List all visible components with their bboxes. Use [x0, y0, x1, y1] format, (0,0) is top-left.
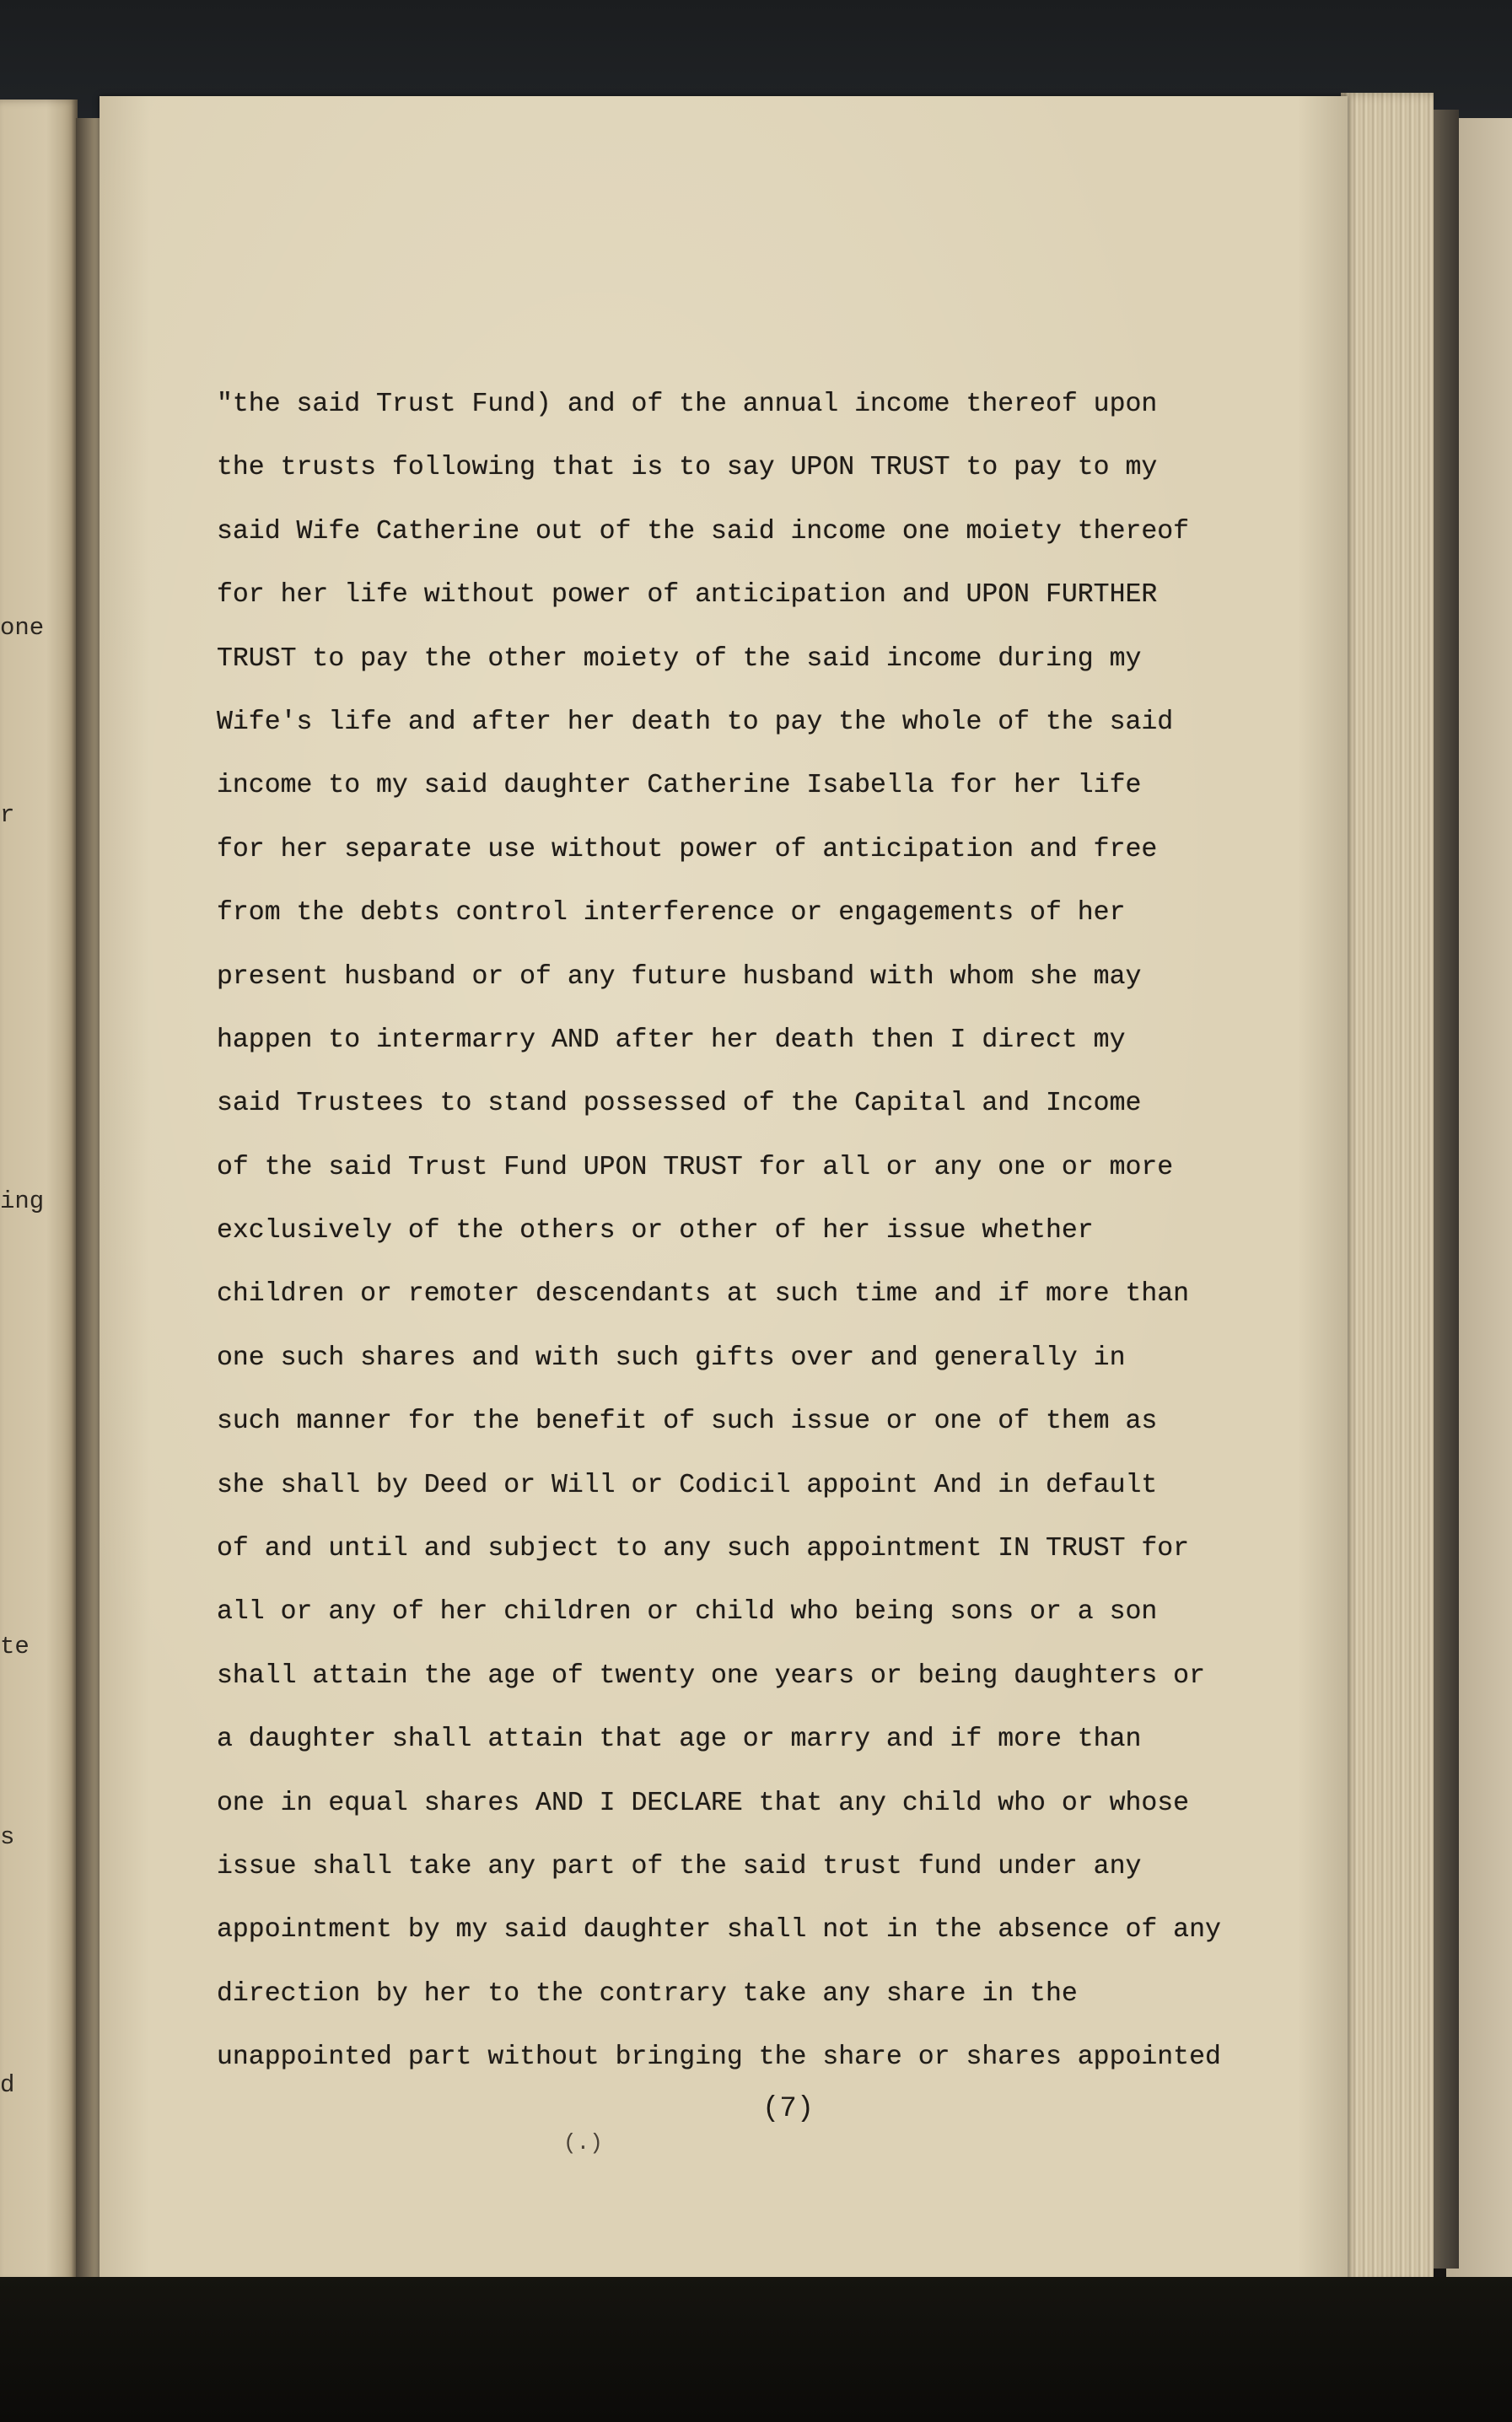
- text-line: direction by her to the contrary take any share in the: [217, 1978, 1078, 2009]
- left-page-edge: [0, 100, 78, 2284]
- left-page-fragment: ing: [0, 1187, 45, 1215]
- text-line: exclusively of the others or other of her issue whether: [217, 1216, 1094, 1246]
- text-line: the trusts following that is to say UPON TRUST to pay to my: [217, 453, 1158, 483]
- page-fore-edge: [1341, 93, 1434, 2285]
- text-line: children or remoter descendants at such time and if more than: [217, 1279, 1190, 1310]
- text-line: Wife's life and after her death to pay the whole of the said: [217, 707, 1174, 737]
- text-line: "the said Trust Fund) and of the annual income thereof upon: [217, 390, 1158, 419]
- text-line: happen to intermarry AND after her death then I direct my: [217, 1025, 1126, 1055]
- text-line: of the said Trust Fund UPON TRUST for all or any one or more: [217, 1152, 1174, 1182]
- text-line: appointment by my said daughter shall not in the absence of any: [217, 1915, 1221, 1946]
- left-page-fragment: te: [0, 1633, 30, 1660]
- text-line: of and until and subject to any such appointment IN TRUST for: [217, 1534, 1190, 1564]
- text-line: a daughter shall attain that age or marry and if more than: [217, 1725, 1142, 1755]
- left-page-fragment: s: [0, 1823, 15, 1851]
- left-page-fragment: r: [0, 801, 15, 829]
- text-line: one in equal shares AND I DECLARE that any child who or whose: [217, 1788, 1190, 1818]
- text-line: such manner for the benefit of such issue or one of them as: [217, 1407, 1158, 1437]
- typed-text-body: [217, 386, 1221, 2103]
- page-number: (7): [762, 2093, 815, 2125]
- text-line: unappointed part without bringing the share or shares appointed: [217, 2043, 1221, 2073]
- left-page-fragment: d: [0, 2071, 15, 2099]
- text-line: all or any of her children or child who being sons or a son: [217, 1597, 1158, 1628]
- text-line: one such shares and with such gifts over and generally in: [217, 1343, 1126, 1373]
- text-line: TRUST to pay the other moiety of the said income during my: [217, 643, 1142, 674]
- text-line: said Wife Catherine out of the said income one moiety thereof: [217, 516, 1190, 546]
- text-line: from the debts control interference or engagements of her: [217, 898, 1126, 928]
- text-line: for her separate use without power of anticipation and free: [217, 834, 1158, 864]
- text-line: she shall by Deed or Will or Codicil appoint And in default: [217, 1470, 1158, 1500]
- page-mark: (.): [563, 2130, 603, 2156]
- background-bottom: [0, 2277, 1512, 2422]
- text-line: said Trustees to stand possessed of the Capital and Income: [217, 1089, 1142, 1119]
- text-line: present husband or of any future husband with whom she may: [217, 961, 1142, 992]
- text-line: shall attain the age of twenty one years or being daughters or: [217, 1660, 1205, 1691]
- text-line: for her life without power of anticipation and UPON FURTHER: [217, 580, 1158, 611]
- left-page-fragment: one: [0, 614, 45, 642]
- text-line: income to my said daughter Catherine Isabella for her life: [217, 771, 1142, 801]
- text-line: issue shall take any part of the said trust fund under any: [217, 1851, 1142, 1881]
